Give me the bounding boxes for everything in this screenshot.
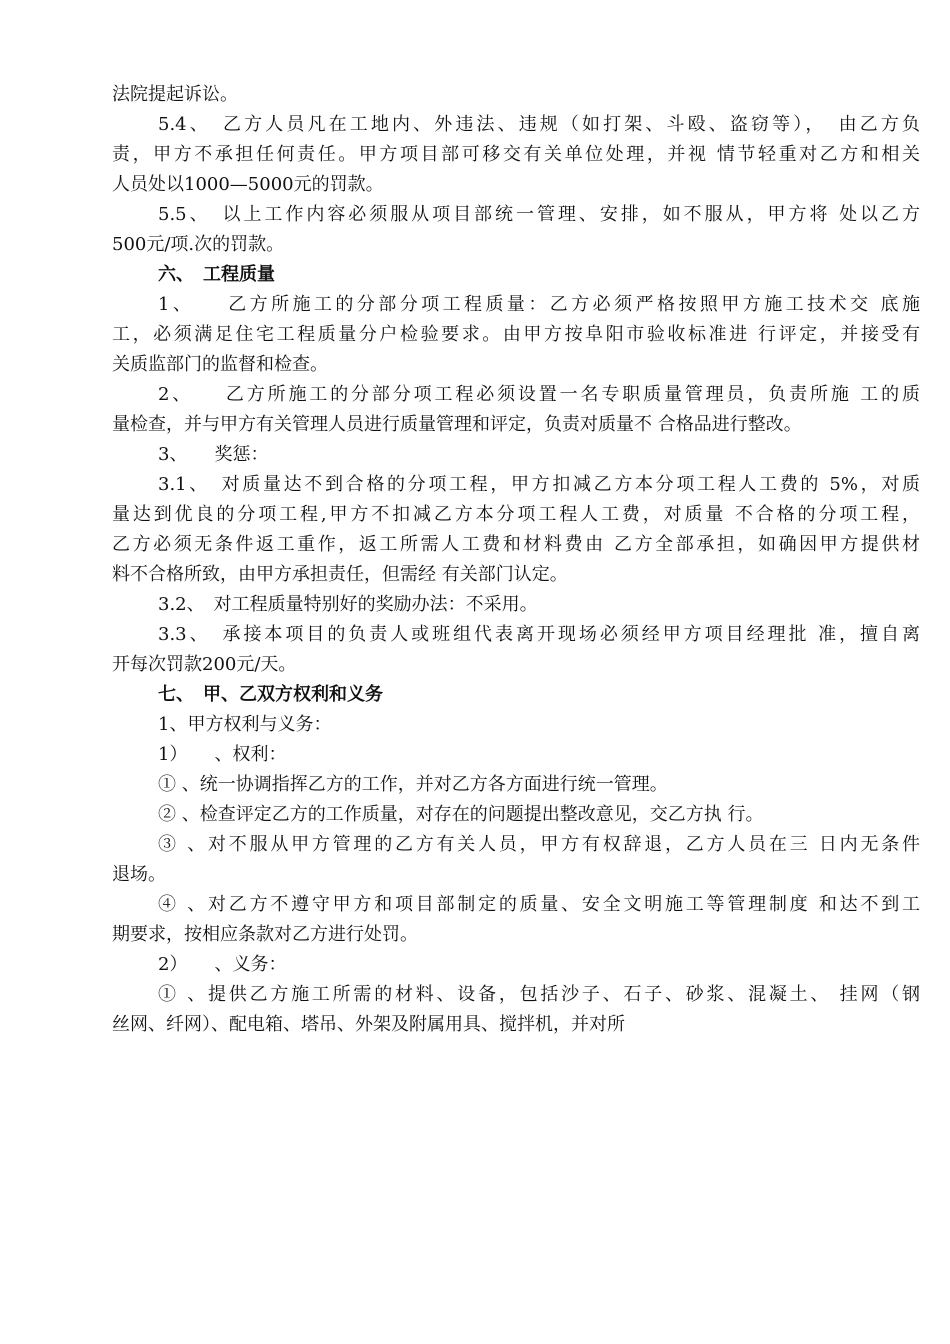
document-body: [112, 80, 920, 1040]
text-line: 1、 乙方所施工的分部分项工程质量：乙方必须严格按照甲方施工技术交 底施: [158, 294, 920, 315]
text-line: ② 、检查评定乙方的工作质量，对存在的问题提出整改意见，交乙方执 行。: [158, 804, 764, 825]
text-line: 1、甲方权利与义务：: [158, 714, 332, 735]
text-line: 量达到优良的分项工程,甲方不扣减乙方本分项工程人工费，对质量 不合格的分项工程，: [112, 504, 920, 525]
text-line: ① 、提供乙方施工所需的材料、设备，包括沙子、石子、砂浆、混凝土、 挂网（钢: [158, 984, 920, 1005]
text-line: 3.3、 承接本项目的负责人或班组代表离开现场必须经甲方项目经理批 准，擅自离: [158, 624, 920, 645]
text-line: 2） 、义务：: [158, 954, 287, 975]
text-line: 3.1、 对质量达不到合格的分项工程，甲方扣减乙方本分项工程人工费的 5%，对质: [158, 474, 920, 495]
text-line: 退场。: [112, 864, 166, 885]
text-line: 1） 、权利：: [158, 744, 287, 765]
text-line: 3、 奖惩：: [158, 444, 269, 465]
text-line: 5.5、 以上工作内容必须服从项目部统一管理、安排，如不服从，甲方将 处以乙方: [158, 204, 920, 225]
text-line: 法院提起诉讼。: [112, 84, 238, 105]
section-heading: 六、 工程质量: [158, 264, 275, 285]
text-line: 5.4、 乙方人员凡在工地内、外违法、违规（如打架、斗殴、盗窃等）， 由乙方负: [158, 114, 920, 135]
section-heading: 七、 甲、乙双方权利和义务: [158, 684, 383, 705]
text-line: 人员处以1000—5000元的罚款。: [112, 174, 384, 195]
text-line: ① 、统一协调指挥乙方的工作，并对乙方各方面进行统一管理。: [158, 774, 668, 795]
text-line: ③ 、对不服从甲方管理的乙方有关人员，甲方有权辞退，乙方人员在三 日内无条件: [158, 834, 920, 855]
text-line: 量检查，并与甲方有关管理人员进行质量管理和评定，负责对质量不 合格品进行整改。: [112, 414, 802, 435]
text-line: 开每次罚款200元/天。: [112, 654, 297, 675]
text-line: 料不合格所致，由甲方承担责任，但需经 有关部门认定。: [112, 564, 568, 585]
text-line: 丝网、纤网）、配电箱、塔吊、外架及附属用具、搅拌机，并对所: [112, 1014, 625, 1035]
text-line: 工，必须满足住宅工程质量分户检验要求。由甲方按阜阳市验收标准进 行评定，并接受有: [112, 324, 920, 345]
text-line: 期要求，按相应条款对乙方进行处罚。: [112, 924, 418, 945]
text-line: 责，甲方不承担任何责任。甲方项目部可移交有关单位处理，并视 情节轻重对乙方和相关: [112, 144, 920, 165]
text-line: 2、 乙方所施工的分部分项工程必须设置一名专职质量管理员，负责所施 工的质: [158, 384, 920, 405]
text-line: 乙方必须无条件返工重作，返工所需人工费和材料费由 乙方全部承担，如确因甲方提供材: [112, 534, 920, 555]
text-line: 关质监部门的监督和检查。: [112, 354, 328, 375]
text-line: ④ 、对乙方不遵守甲方和项目部制定的质量、安全文明施工等管理制度 和达不到工: [158, 894, 920, 915]
text-line: 500元/项.次的罚款。: [112, 234, 285, 255]
text-line: 3.2、 对工程质量特别好的奖励办法：不采用。: [158, 594, 538, 615]
